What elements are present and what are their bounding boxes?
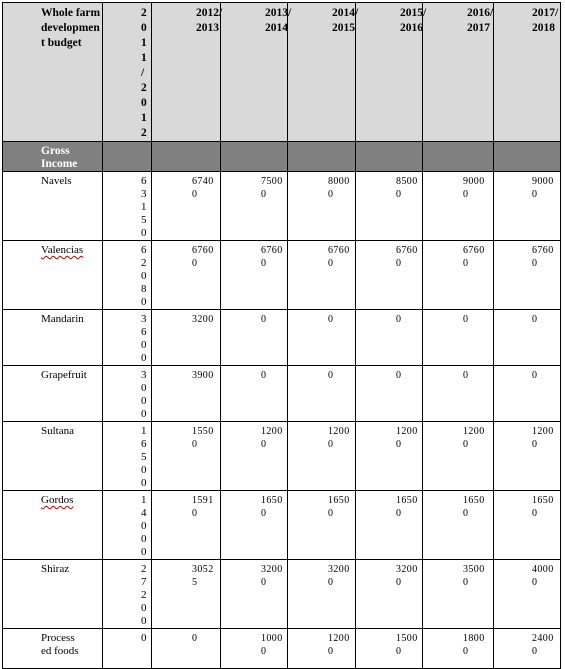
cell-value: 3200: [192, 314, 214, 325]
row-label-cell: [3, 560, 103, 629]
cell-value: 0: [261, 370, 267, 381]
value-cell: [423, 366, 494, 422]
table-row: [3, 560, 561, 629]
value-cell: [356, 629, 423, 669]
value-cell: [152, 172, 221, 241]
value-cell: [103, 491, 152, 560]
value-cell: [356, 491, 423, 560]
value-cell: [103, 422, 152, 491]
value-cell: [288, 491, 356, 560]
row-label-cell: [3, 629, 103, 669]
header-year: 2012/2013: [196, 7, 223, 34]
value-cell: [288, 172, 356, 241]
row-label-cell: [3, 491, 103, 560]
value-cell: [494, 560, 561, 629]
cell-value: 10000: [261, 633, 283, 657]
cell-value: 16500: [261, 495, 283, 519]
cell-value: 18000: [463, 633, 485, 657]
value-cell: [356, 366, 423, 422]
cell-value: 0: [463, 370, 469, 381]
header-year: 2011/2012: [141, 7, 147, 139]
cell-value: 67400: [192, 176, 214, 200]
cell-value: 15500: [192, 426, 214, 450]
row-label: Sultana: [41, 425, 74, 437]
value-cell: [221, 560, 288, 629]
cell-value: 12000: [532, 426, 554, 450]
value-cell: [152, 366, 221, 422]
value-cell: [423, 491, 494, 560]
value-cell: [423, 310, 494, 366]
header-year: 2014/2015: [332, 7, 359, 34]
cell-value: 0: [261, 314, 267, 325]
value-cell: [152, 310, 221, 366]
cell-value: 67600: [396, 245, 418, 269]
cell-value: 0: [532, 314, 538, 325]
cell-value: 35000: [463, 564, 485, 588]
value-cell: [103, 172, 152, 241]
cell-value: 24000: [532, 633, 554, 657]
cell-value: 3600: [141, 313, 147, 364]
cell-value: 40000: [532, 564, 554, 588]
section-cell: [356, 142, 423, 172]
cell-value: 75000: [261, 176, 283, 200]
value-cell: [288, 241, 356, 310]
row-label-cell: [3, 172, 103, 241]
cell-value: 32000: [328, 564, 350, 588]
cell-value: 90000: [463, 176, 485, 200]
value-cell: [152, 422, 221, 491]
table-row: [3, 310, 561, 366]
row-label: Gordos: [41, 494, 74, 506]
row-label-cell: [3, 422, 103, 491]
value-cell: [288, 629, 356, 669]
cell-value: 12000: [396, 426, 418, 450]
header-label: Whole farm development budget: [41, 7, 101, 49]
cell-value: 67600: [192, 245, 214, 269]
cell-value: 67600: [328, 245, 350, 269]
cell-value: 3900: [192, 370, 214, 381]
cell-value: 3000: [141, 369, 147, 420]
value-cell: [288, 422, 356, 491]
section-label: Gross Income: [41, 145, 78, 170]
section-label-cell: [3, 142, 103, 172]
value-cell: [356, 241, 423, 310]
cell-value: 30525: [192, 564, 214, 588]
cell-value: 0: [396, 314, 402, 325]
section-cell: [423, 142, 494, 172]
row-label: Mandarin: [41, 313, 84, 325]
cell-value: 16500: [141, 425, 147, 489]
value-cell: [494, 241, 561, 310]
cell-value: 0: [328, 370, 334, 381]
table-row: [3, 172, 561, 241]
section-cell: [494, 142, 561, 172]
value-cell: [221, 241, 288, 310]
table-row: [3, 629, 561, 669]
value-cell: [221, 422, 288, 491]
table-row: [3, 241, 561, 310]
cell-value: 67600: [463, 245, 485, 269]
section-row-gross-income: [3, 142, 561, 172]
value-cell: [152, 629, 221, 669]
value-cell: [288, 560, 356, 629]
value-cell: [221, 172, 288, 241]
value-cell: [152, 560, 221, 629]
value-cell: [103, 310, 152, 366]
value-cell: [423, 241, 494, 310]
header-year-cell: [423, 3, 494, 142]
row-label: Shiraz: [41, 563, 70, 575]
cell-value: 0: [141, 632, 147, 644]
row-label: Valencias: [41, 244, 84, 256]
cell-value: 12000: [261, 426, 283, 450]
value-cell: [221, 629, 288, 669]
value-cell: [103, 629, 152, 669]
row-label-cell: [3, 310, 103, 366]
cell-value: 0: [396, 370, 402, 381]
cell-value: 67600: [261, 245, 283, 269]
cell-value: 90000: [532, 176, 554, 200]
cell-value: 12000: [328, 633, 350, 657]
cell-value: 27200: [141, 563, 147, 627]
header-year: 2013/2014: [265, 7, 292, 34]
cell-value: 15000: [396, 633, 418, 657]
header-year-cell: [494, 3, 561, 142]
row-label: Grapefruit: [41, 369, 87, 381]
header-year: 2016/2017: [467, 7, 494, 34]
section-cell: [152, 142, 221, 172]
header-row: [3, 3, 561, 142]
value-cell: [494, 422, 561, 491]
value-cell: [221, 310, 288, 366]
cell-value: 80000: [328, 176, 350, 200]
cell-value: 85000: [396, 176, 418, 200]
header-year: 2017/2018: [532, 7, 559, 34]
table-row: [3, 366, 561, 422]
cell-value: 63150: [141, 175, 147, 239]
value-cell: [288, 366, 356, 422]
whole-farm-budget-table: [2, 2, 561, 669]
cell-value: 16500: [396, 495, 418, 519]
cell-value: 16500: [532, 495, 554, 519]
value-cell: [494, 629, 561, 669]
cell-value: 62080: [141, 244, 147, 308]
section-cell: [103, 142, 152, 172]
header-label-cell: [3, 3, 103, 142]
cell-value: 14000: [141, 494, 147, 558]
cell-value: 32000: [261, 564, 283, 588]
section-cell: [221, 142, 288, 172]
table-row: [3, 491, 561, 560]
value-cell: [221, 491, 288, 560]
value-cell: [356, 560, 423, 629]
section-cell: [288, 142, 356, 172]
header-year-cell: [356, 3, 427, 142]
value-cell: [423, 560, 494, 629]
value-cell: [423, 422, 494, 491]
value-cell: [103, 366, 152, 422]
cell-value: 15910: [192, 495, 214, 519]
cell-value: 67600: [532, 245, 554, 269]
cell-value: 0: [192, 633, 198, 644]
value-cell: [288, 310, 356, 366]
value-cell: [103, 241, 152, 310]
header-year-cell: [288, 3, 359, 142]
cell-value: 0: [532, 370, 538, 381]
header-year: 2015/2016: [400, 7, 427, 34]
row-label: Processed foods: [41, 632, 79, 657]
row-label-cell: [3, 366, 103, 422]
cell-value: 32000: [396, 564, 418, 588]
value-cell: [423, 629, 494, 669]
cell-value: 16500: [328, 495, 350, 519]
cell-value: 0: [463, 314, 469, 325]
value-cell: [494, 172, 561, 241]
value-cell: [494, 491, 561, 560]
value-cell: [356, 172, 423, 241]
cell-value: 12000: [463, 426, 485, 450]
value-cell: [103, 560, 152, 629]
value-cell: [152, 241, 221, 310]
header-year-cell: [152, 3, 221, 142]
table-row: [3, 422, 561, 491]
header-year-cell: [103, 3, 152, 142]
cell-value: 16500: [463, 495, 485, 519]
value-cell: [494, 366, 561, 422]
cell-value: 12000: [328, 426, 350, 450]
value-cell: [494, 310, 561, 366]
value-cell: [221, 366, 288, 422]
header-year-cell: [221, 3, 292, 142]
row-label: Navels: [41, 175, 72, 187]
value-cell: [356, 310, 423, 366]
value-cell: [423, 172, 494, 241]
cell-value: 0: [328, 314, 334, 325]
value-cell: [152, 491, 221, 560]
row-label-cell: [3, 241, 103, 310]
value-cell: [356, 422, 423, 491]
